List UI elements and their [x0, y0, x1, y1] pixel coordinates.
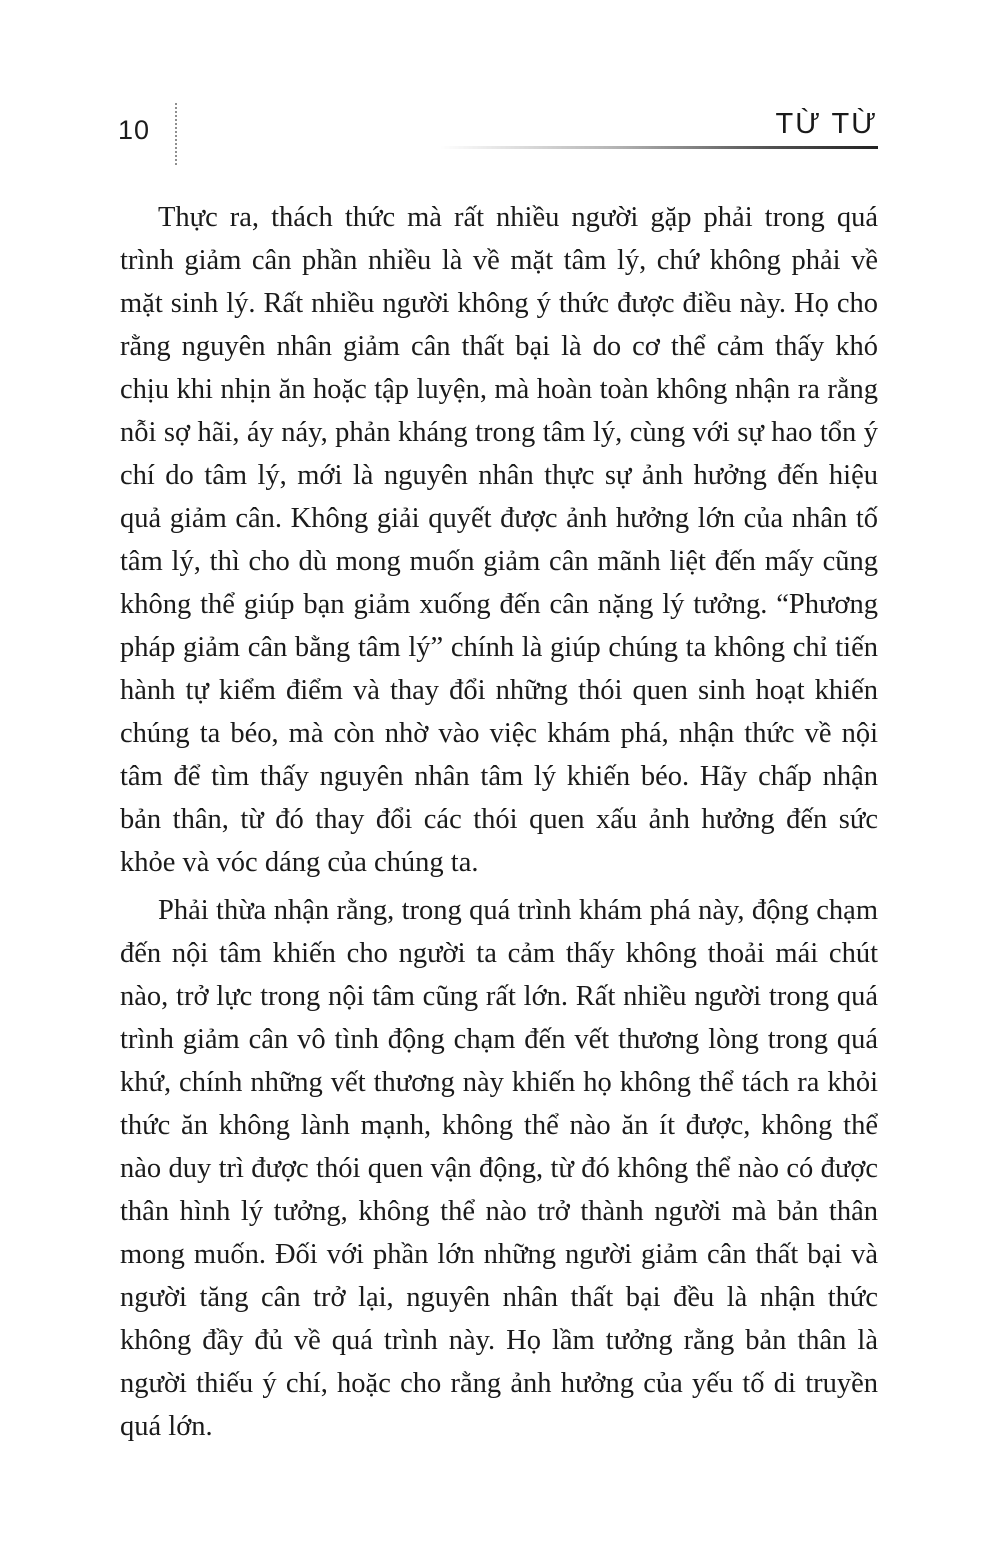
body-text — [120, 196, 878, 1453]
paragraph: Thực ra, thách thức mà rất nhiều người gặp phải trong quá trình giảm cân phần nhiều là về mặt tâm lý, chứ không phải về mặt sinh lý. Rất nhiều người không ý thức được điều này. Họ cho rằng nguyên nhân giảm cân thất bại là do cơ thể cảm thấy khó chịu khi nhịn ăn hoặc tập luyện, mà hoàn toàn không nhận ra rằng nỗi sợ hãi, áy náy, phản kháng trong tâm lý, cùng với sự hao tổn ý chí do tâm lý, mới là nguyên nhân thực sự ảnh hưởng đến hiệu quả giảm cân. Không giải quyết được ảnh hưởng lớn của nhân tố tâm lý, thì cho dù mong muốn giảm cân mãnh liệt đến mấy cũng không thể giúp bạn giảm xuống đến cân nặng lý tưởng. “Phương pháp giảm cân bằng tâm lý” chính là giúp chúng ta không chỉ tiến hành tự kiểm điểm và thay đổi những thói quen sinh hoạt khiến chúng ta béo, mà còn nhờ vào việc khám phá, nhận thức về nội tâm để tìm thấy nguyên nhân tâm lý khiến béo. Hãy chấp nhận bản thân, từ đó thay đổi các thói quen xấu ảnh hưởng đến sức khỏe và vóc dáng của chúng ta. — [120, 202, 878, 878]
page-number: 10 — [118, 115, 151, 145]
paragraph: Phải thừa nhận rằng, trong quá trình khám phá này, động chạm đến nội tâm khiến cho người ta cảm thấy không thoải mái chút nào, trở lực trong nội tâm cũng rất lớn. Rất nhiều người trong quá trình giảm cân vô tình động chạm đến vết thương lòng trong quá khứ, chính những vết thương này khiến họ không thể tách ra khỏi thức ăn không lành mạnh, không thể nào ăn ít được, không thể nào duy trì được thói quen vận động, từ đó không thể nào có được thân hình lý tưởng, không thể nào trở thành người mà bản thân mong muốn. Đối với phần lớn những người giảm cân thất bại và người tăng cân trở lại, nguyên nhân thất bại đều là nhận thức không đầy đủ về quá trình này. Họ lầm tưởng rằng bản thân là người thiếu ý chí, hoặc cho rằng ảnh hưởng của yếu tố di truyền quá lớn. — [120, 895, 878, 1442]
header-dotted-divider — [175, 103, 177, 166]
header-gradient-rule — [440, 146, 878, 149]
running-head-title: TỪ TỪ — [775, 108, 878, 140]
